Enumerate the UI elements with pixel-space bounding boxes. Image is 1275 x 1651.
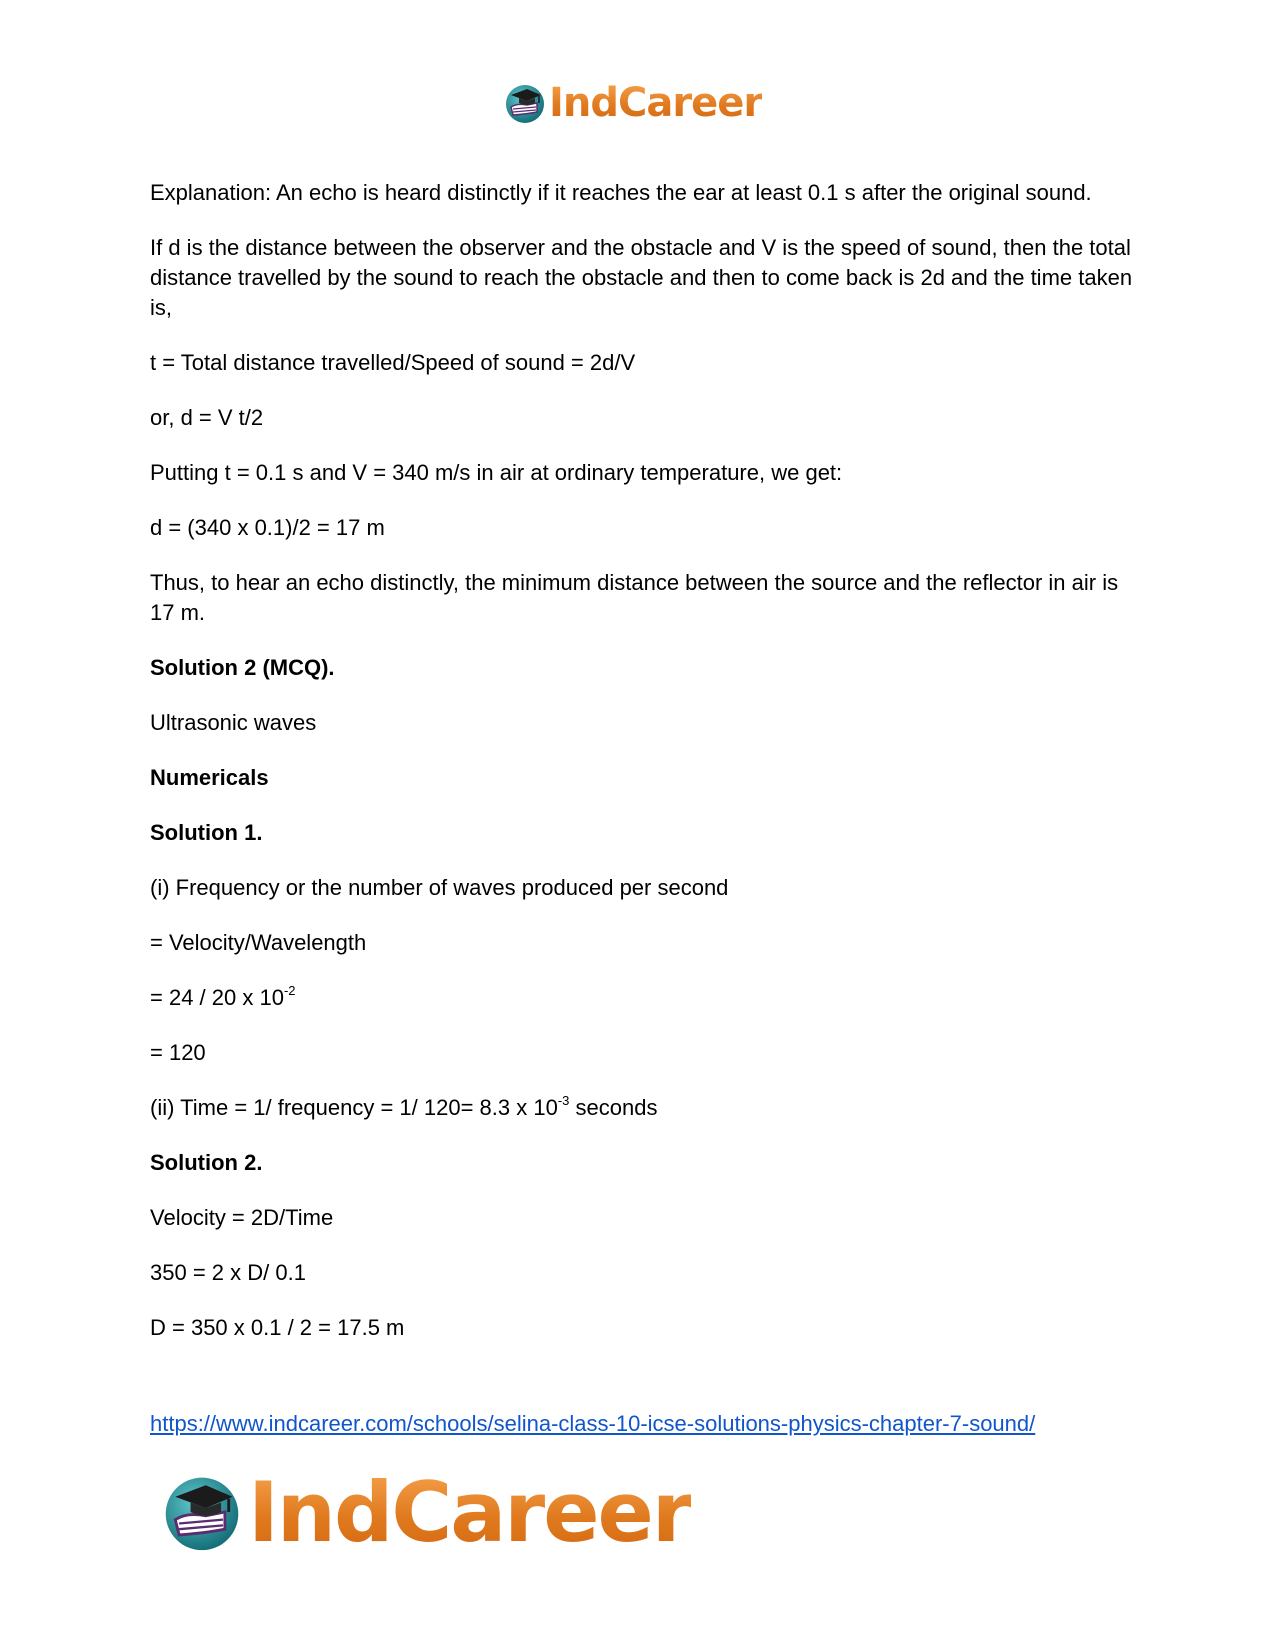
footer-logo: [160, 1462, 691, 1562]
equation-time-period: [150, 1093, 1135, 1123]
heading-numericals: Numericals: [150, 765, 269, 790]
equation-result: d = (340 x 0.1)/2 = 17 m: [150, 515, 385, 540]
graduation-cap-book-globe-icon: [503, 81, 547, 125]
equation-time-unit: seconds: [569, 1095, 658, 1120]
document-body: [150, 178, 1135, 1368]
header-logo-text: IndCareer: [549, 80, 763, 126]
equation-frequency-calc: [150, 983, 1135, 1013]
heading-solution-2-mcq: Solution 2 (MCQ).: [150, 655, 335, 680]
equation-time-exponent: -3: [557, 1092, 570, 1108]
heading-solution-2: Solution 2.: [150, 1150, 263, 1175]
equation-velocity: Velocity = 2D/Time: [150, 1205, 334, 1230]
paragraph-frequency: (i) Frequency or the number of waves produced per second: [150, 875, 729, 900]
heading-solution-1: Solution 1.: [150, 820, 263, 845]
source-link[interactable]: https://www.indcareer.com/schools/selina-class-10-icse-solutions-physics-chapter-7-sound/: [150, 1411, 1036, 1436]
footer-logo-text: IndCareer: [248, 1463, 691, 1561]
equation-substitution: 350 = 2 x D/ 0.1: [150, 1260, 306, 1285]
equation-velocity-wavelength: = Velocity/Wavelength: [150, 930, 367, 955]
answer-ultrasonic: Ultrasonic waves: [150, 710, 317, 735]
paragraph-conclusion: Thus, to hear an echo distinctly, the minimum distance between the source and the reflector in air is 17 m.: [150, 570, 1119, 625]
equation-frequency-exponent: -2: [283, 982, 296, 998]
equation-frequency-base: = 24 / 20 x 10: [150, 985, 284, 1010]
equation-time-base: (ii) Time = 1/ frequency = 1/ 120= 8.3 x 10: [150, 1095, 558, 1120]
equation-frequency-result: = 120: [150, 1040, 206, 1065]
paragraph-distance: If d is the distance between the observer and the obstacle and V is the speed of sound, then the total distance travelled by the sound to reach the obstacle and then to come back is 2d and the time taken is,: [150, 235, 1133, 320]
graduation-cap-book-globe-icon: [160, 1470, 244, 1554]
paragraph-explanation: Explanation: An echo is heard distinctly if it reaches the ear at least 0.1 s after the original sound.: [150, 180, 1092, 205]
paragraph-putting-values: Putting t = 0.1 s and V = 340 m/s in air at ordinary temperature, we get:: [150, 460, 843, 485]
equation-distance: or, d = V t/2: [150, 405, 264, 430]
equation-time: t = Total distance travelled/Speed of sound = 2d/V: [150, 350, 636, 375]
header-logo: [503, 78, 762, 128]
equation-d-result: D = 350 x 0.1 / 2 = 17.5 m: [150, 1315, 405, 1340]
